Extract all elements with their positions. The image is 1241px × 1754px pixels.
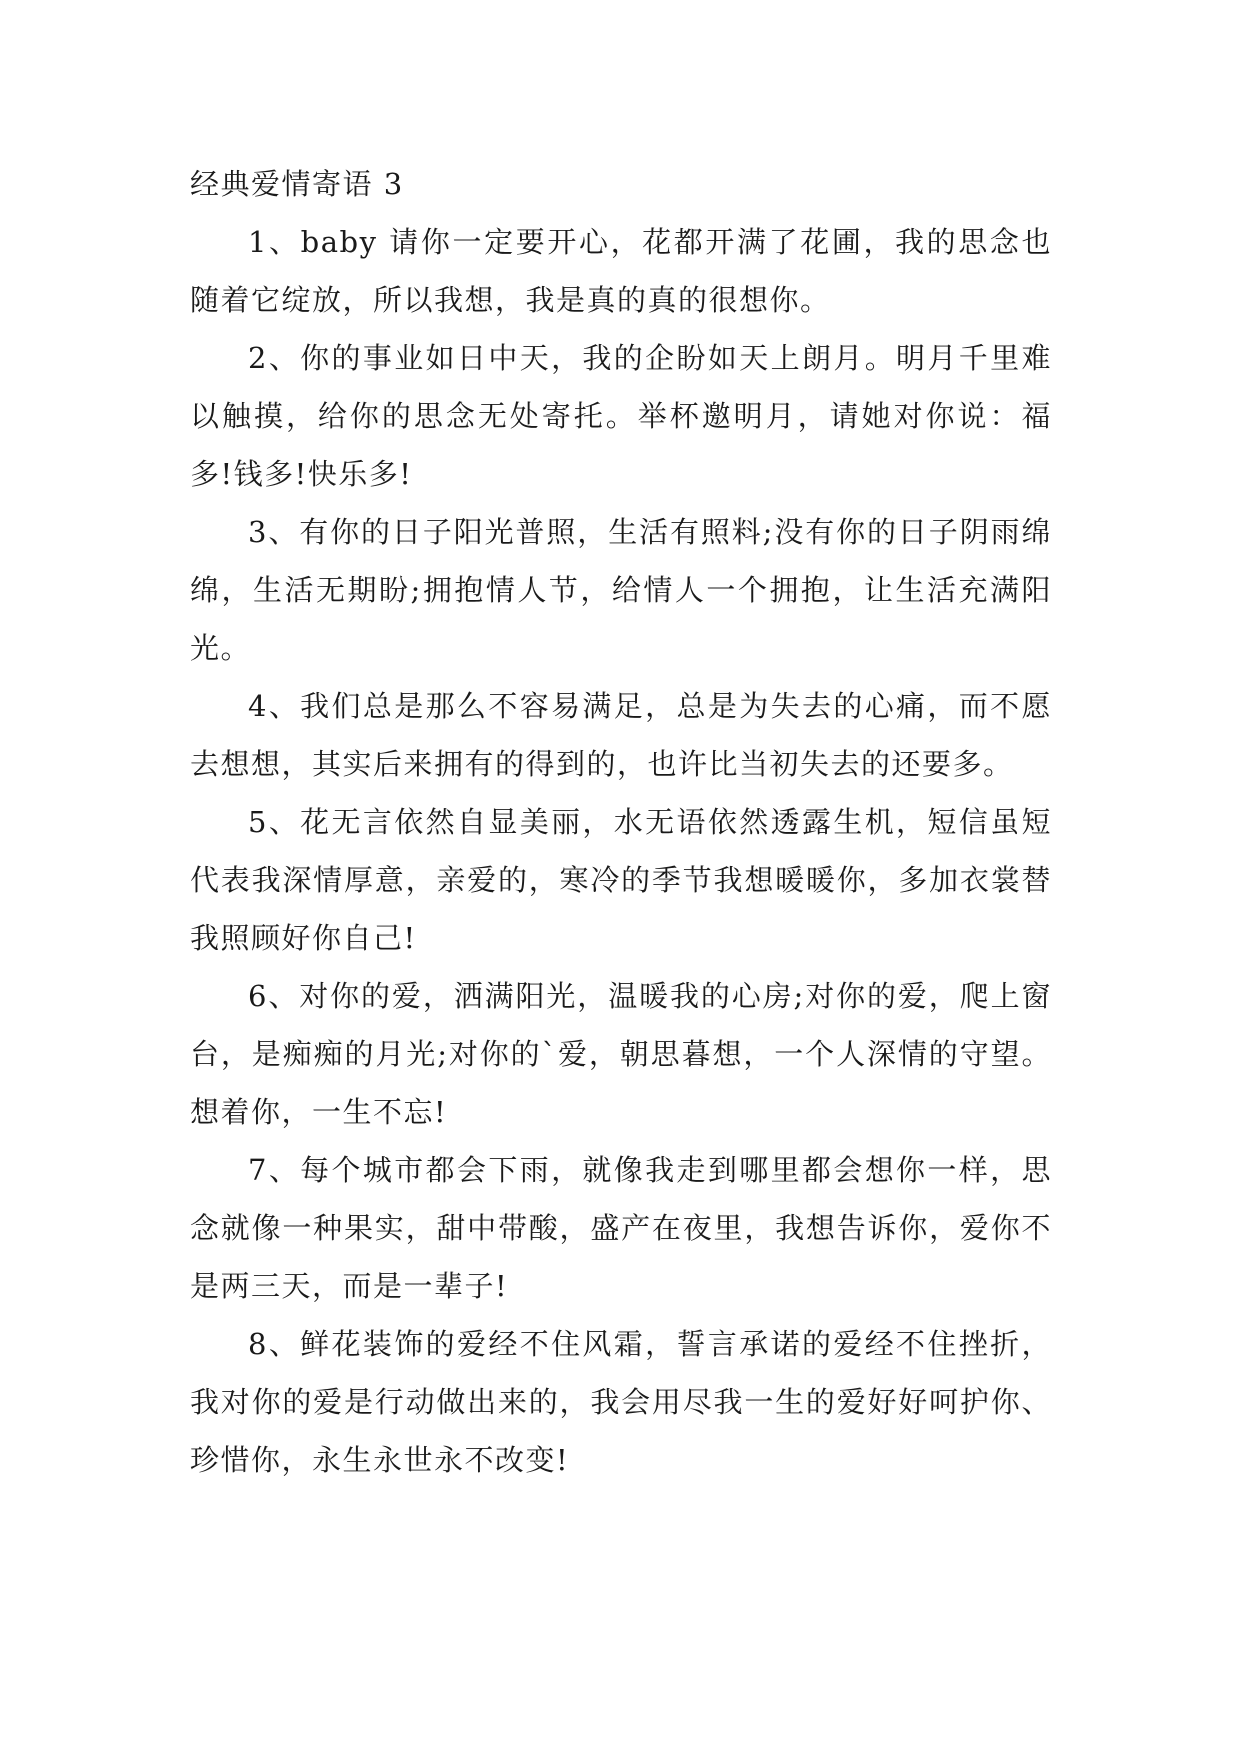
paragraph-2: 2、你的事业如日中天，我的企盼如天上朗月。明月千里难以触摸，给你的思念无处寄托。举杯邀明月，请她对你说：福多!钱多!快乐多! [190,341,1052,491]
document-title: 经典爱情寄语 3 [190,167,404,201]
paragraph-4: 4、我们总是那么不容易满足，总是为失去的心痛，而不愿去想想，其实后来拥有的得到的，也许比当初失去的还要多。 [190,689,1052,781]
paragraph-5: 5、花无言依然自显美丽，水无语依然透露生机，短信虽短代表我深情厚意，亲爱的，寒冷的季节我想暖暖你，多加衣裳替我照顾好你自己! [190,805,1052,955]
paragraph-8: 8、鲜花装饰的爱经不住风霜，誓言承诺的爱经不住挫折，我对你的爱是行动做出来的，我会用尽我一生的爱好好呵护你、珍惜你，永生永世永不改变! [190,1327,1052,1477]
document-body [190,155,1052,1489]
paragraph-7: 7、每个城市都会下雨，就像我走到哪里都会想你一样，思念就像一种果实，甜中带酸，盛产在夜里，我想告诉你，爱你不是两三天，而是一辈子! [190,1153,1052,1303]
paragraph-6: 6、对你的爱，洒满阳光，温暖我的心房;对你的爱，爬上窗台，是痴痴的月光;对你的`爱，朝思暮想，一个人深情的守望。想着你，一生不忘! [190,979,1052,1129]
paragraph-1: 1、baby 请你一定要开心，花都开满了花圃，我的思念也随着它绽放，所以我想，我是真的真的很想你。 [190,225,1052,317]
paragraph-3: 3、有你的日子阳光普照，生活有照料;没有你的日子阴雨绵绵，生活无期盼;拥抱情人节，给情人一个拥抱，让生活充满阳光。 [190,515,1052,665]
